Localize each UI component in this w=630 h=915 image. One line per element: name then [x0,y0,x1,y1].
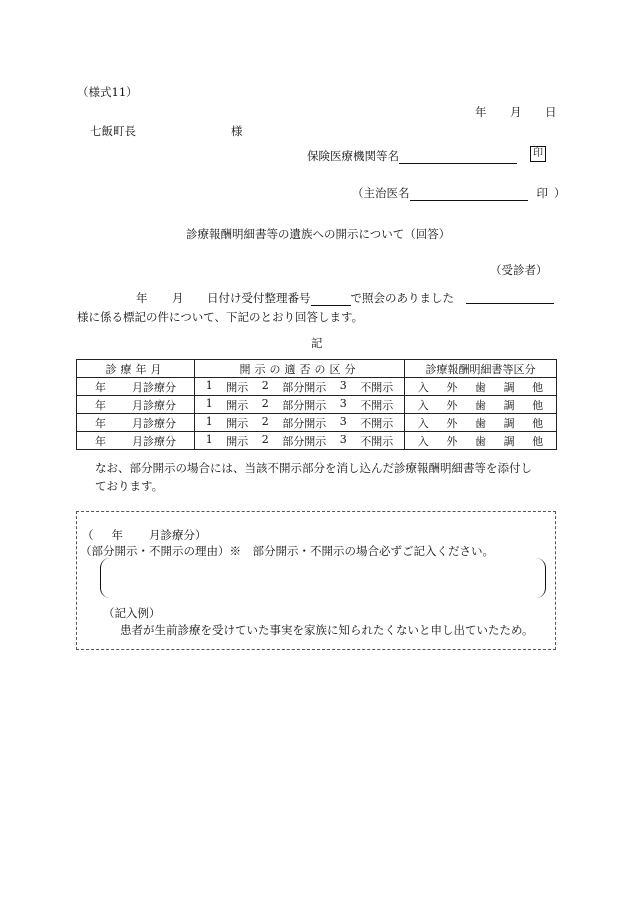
period-month: 月診療分） [149,528,207,542]
institution-underline [399,163,517,164]
example-text: 患者が生前診療を受けていた事実を家族に知られたくないと申し出ていたため。 [120,623,534,637]
option-1-number: 1 [205,378,213,392]
physician-close: ） [554,186,566,200]
addressee-honorific: 様 [231,124,243,138]
addressee-name: 七飯町長 [90,124,136,138]
date-year-label: 年 [475,105,487,119]
option-3-number: 3 [339,378,347,392]
option-2-label: 部分開示 [282,398,327,412]
note-line1: なお、部分開示の場合には、当該不開示部分を消し込んだ診療報酬明細書等を添付し [95,461,532,475]
category-dental: 歯 [474,398,486,412]
header-disclosure: 開示の適否の区分 [195,360,405,378]
body-month: 月 [172,291,184,305]
table-row [77,414,557,432]
table-row [77,432,557,450]
option-3-number: 3 [339,432,347,446]
reason-label: （部分開示・不開示の理由）※ 部分開示・不開示の場合必ずご記入ください。 [80,544,494,558]
received-number-label: 日付け受付整理番号 [207,291,311,305]
disclosure-table [76,359,557,450]
month-cell-month: 月診療分 [132,416,176,430]
option-1-label: 開示 [226,380,249,394]
table-row [77,378,557,396]
disclosure-options[interactable] [195,396,405,414]
month-cell-month: 月診療分 [132,380,176,394]
body-received-number-field[interactable] [207,290,454,306]
month-cell-month: 月診療分 [132,398,176,412]
category-outpatient: 外 [446,416,458,430]
option-1-number: 1 [205,414,213,428]
option-3-label: 不開示 [360,398,394,412]
physician-field[interactable] [352,185,566,201]
category-options[interactable] [405,432,557,450]
option-2-number: 2 [261,432,269,446]
disclosure-options[interactable] [195,378,405,396]
date-month-label: 月 [510,105,522,119]
physician-seal: 印 [536,186,548,200]
option-2-label: 部分開示 [282,416,327,430]
category-options[interactable] [405,396,557,414]
option-3-label: 不開示 [360,380,394,394]
option-2-label: 部分開示 [282,434,327,448]
ki-heading: 記 [311,336,323,350]
option-2-number: 2 [261,414,269,428]
option-3-number: 3 [339,396,347,410]
option-2-number: 2 [261,396,269,410]
category-outpatient: 外 [446,398,458,412]
option-1-label: 開示 [226,434,249,448]
category-pharmacy: 調 [503,434,515,448]
reason-input-bracket[interactable] [100,558,546,598]
category-inpatient: 入 [417,380,429,394]
header-month: 診療年月 [77,360,195,378]
category-pharmacy: 調 [503,398,515,412]
category-outpatient: 外 [446,434,458,448]
table-header-row [77,360,557,378]
body-year: 年 [136,291,148,305]
option-3-number: 3 [339,414,347,428]
category-other: 他 [532,398,544,412]
document-title: 診療報酬明細書等の遺族への開示について（回答） [186,227,451,241]
month-cell[interactable] [77,432,195,450]
option-1-number: 1 [205,432,213,446]
disclosure-options[interactable] [195,414,405,432]
received-number-underline [311,305,351,306]
institution-label: 保険医療機関等名 [307,149,399,163]
example-label: （記入例） [103,606,161,620]
header-category: 診療報酬明細書等区分 [405,360,557,378]
category-dental: 歯 [474,416,486,430]
month-cell-year: 年 [95,416,106,430]
period-line[interactable] [82,527,207,543]
category-dental: 歯 [474,380,486,394]
month-cell-year: 年 [95,380,106,394]
category-other: 他 [532,380,544,394]
physician-label: （主治医名 [352,186,410,200]
patient-name-field[interactable] [466,290,554,304]
category-options[interactable] [405,414,557,432]
option-3-label: 不開示 [360,416,394,430]
month-cell[interactable] [77,396,195,414]
category-outpatient: 外 [446,380,458,394]
disclosure-options[interactable] [195,432,405,450]
category-pharmacy: 調 [503,416,515,430]
option-1-label: 開示 [226,416,249,430]
category-inpatient: 入 [417,416,429,430]
period-year: 年 [111,528,123,542]
category-other: 他 [532,416,544,430]
category-pharmacy: 調 [503,380,515,394]
table-row [77,396,557,414]
inquiry-text: で照会のありました [350,291,454,305]
month-cell[interactable] [77,414,195,432]
option-2-label: 部分開示 [282,380,327,394]
month-cell-year: 年 [95,434,106,448]
category-inpatient: 入 [417,398,429,412]
body-line2: 様に係る標記の件について、下記のとおり回答します。 [77,310,364,324]
physician-underline [410,200,528,201]
category-options[interactable] [405,378,557,396]
category-dental: 歯 [474,434,486,448]
period-open: （ [82,528,94,542]
patient-label: （受診者） [490,263,548,277]
month-cell[interactable] [77,378,195,396]
category-inpatient: 入 [417,434,429,448]
date-day-label: 日 [545,105,557,119]
seal-mark: 印 [530,146,546,162]
option-1-label: 開示 [226,398,249,412]
option-2-number: 2 [261,378,269,392]
option-3-label: 不開示 [360,434,394,448]
patient-name-underline [466,291,554,304]
institution-field[interactable] [307,148,517,164]
note-line2: ております。 [95,479,164,493]
month-cell-year: 年 [95,398,106,412]
option-1-number: 1 [205,396,213,410]
form-number: （様式11） [77,85,138,99]
category-other: 他 [532,434,544,448]
month-cell-month: 月診療分 [132,434,176,448]
